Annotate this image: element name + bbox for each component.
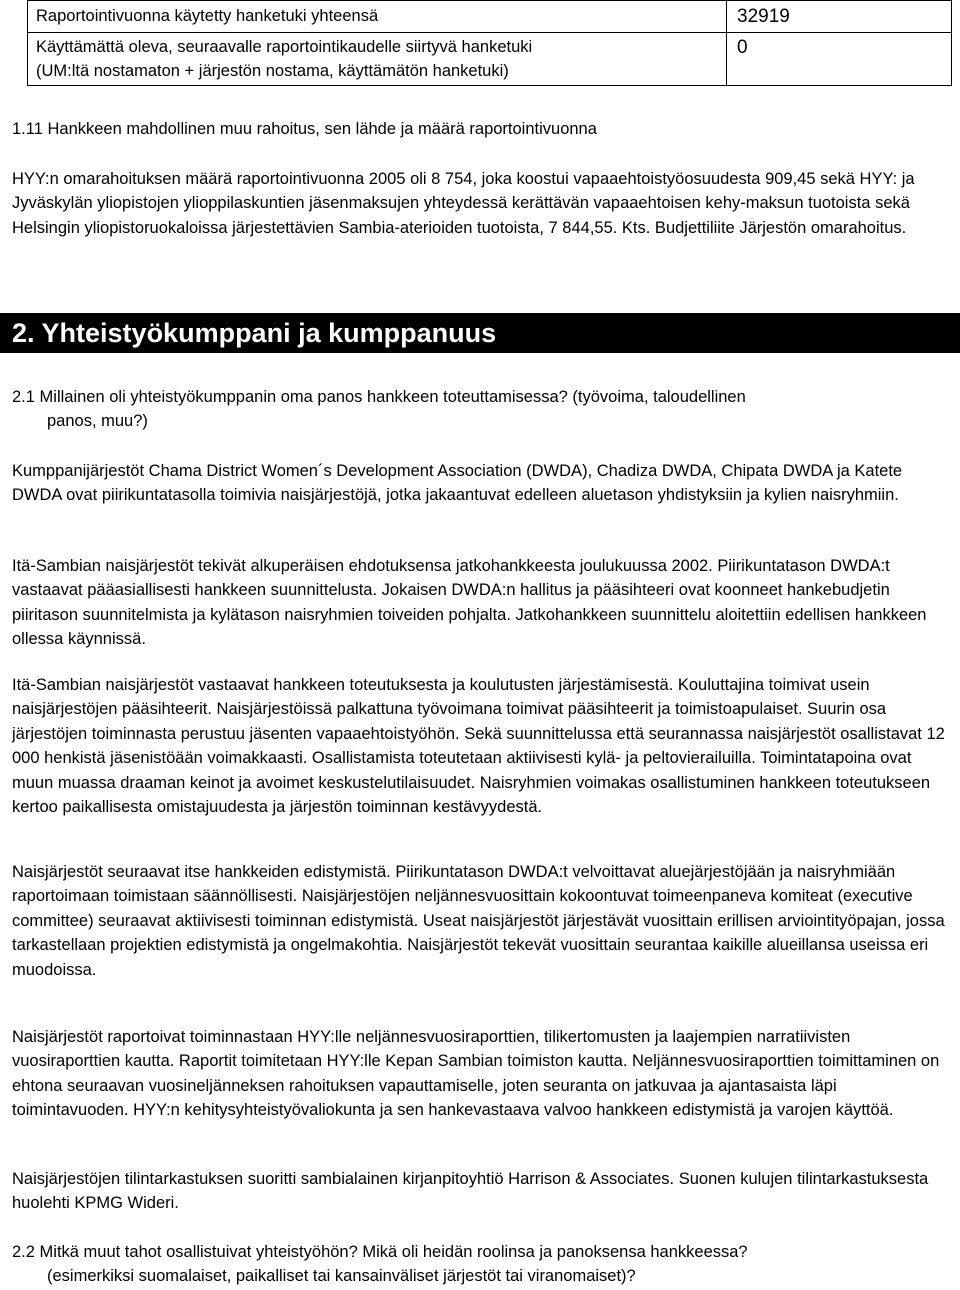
question-2-1-text: Millainen oli yhteistyökumppanin oma panos hankkeen toteuttamisessa? (työvoima, taloudellinen [39, 388, 746, 406]
paragraph-monitoring: Naisjärjestöt seuraavat itse hankkeiden edistymistä. Piirikuntatason DWDA:t velvoittavat aluejärjestöjään ja naisryhmiään raportoimaan toimistaan säännöllisesti. Naisjärjestöjen neljännesvuosittain kokoontuvat toimeenpaneva komiteat (executive committee) seuraavat aktiivisesti toiminnan edistymistä. Useat naisjärjestöt järjestävät vuosittain erillisen arviointityöpajan, jossa tarkastellaan projektien edistymistä ja ongelmakohtia. Naisjärjestöt tekevät vuosittain seurantaa kaikille alueillansa useissa eri muodoissa. [12, 863, 945, 979]
unused-funding-label-line1: Käyttämättä oleva, seuraavalle raportointikaudelle siirtyvä hanketuki [36, 38, 533, 56]
used-funding-label: Raportointivuonna käytetty hanketuki yhteensä [28, 1, 727, 33]
question-2-2 [12, 1240, 947, 1289]
question-2-1-line2: panos, muu?) [47, 412, 148, 431]
question-2-2-line1 [12, 1240, 947, 1264]
paragraph-audit: Naisjärjestöjen tilintarkastuksen suoritti sambialainen kirjanpitoyhtiö Harrison & Associates. Suonen kulujen tilintarkastuksesta huolehti KPMG Wideri. [12, 1170, 929, 1213]
question-2-1-number: 2.1 [12, 388, 35, 406]
question-1-11-answer: HYY:n omarahoituksen määrä raportointivuonna 2005 oli 8 754, joka koostui vapaaehtoistyöosuudesta 909,45 sekä HYY: ja Jyväskylän yliopistojen ylioppilaskuntien jäsenmaksujen yhteydessä kerättävän vapaaehtoisen kehy-maksun tuotoista sekä Helsingin yliopistoruokaloissa järjestettävien Sambia-aterioiden tuotoista, 7 844,55. Kts. Budjettiliite Järjestön omarahoitus. [12, 170, 915, 237]
question-2-1-line1 [12, 385, 947, 409]
question-2-2-number: 2.2 [12, 1243, 35, 1261]
paragraph-partners: Kumppanijärjestöt Chama District Women´s Development Association (DWDA), Chadiza DWDA, Chipata DWDA ja Katete DWDA ovat piirikuntatasolla toimivia naisjärjestöjä, jotka jakaantuvat edelleen aluetason yhdistyksiin ja kylien naisryhmiin. [12, 462, 903, 505]
paragraph-planning: Itä-Sambian naisjärjestöt tekivät alkuperäisen ehdotuksensa jatkohankkeesta joulukuussa 2002. Piirikuntatason DWDA:t vastaavat pääasiallisesti hankkeen suunnittelusta. Jokaisen DWDA:n hallitus ja pääsihteeri ovat koonneet hankebudjetin piiritason suunnitelmista ja kylätason naisryhmien toiveiden pohjalta. Jatkohankkeen suunnittelu aloitettiin edellisen hankkeen ollessa käynnissä. [12, 557, 927, 649]
section-2-header [0, 313, 960, 353]
paragraph-implementation: Itä-Sambian naisjärjestöt vastaavat hankkeen toteutuksesta ja koulutusten järjestämisestä. Kouluttajina toimivat usein naisjärjestöjen pääsihteerit. Naisjärjestöissä palkattuna työvoimana toimivat pääsihteerit ja toimistoapulaiset. Suurin osa järjestöjen toiminnasta perustuu jäsenten vapaaehtoistyöhön. Sekä suunnittelussa että seurannassa naisjärjestöt osallistavat 12 000 henkistä jäsenistöään voimakkaasti. Osallistamista toteutetaan aktiivisesti kylä- ja peltovierailuilla. Toimintatapoina ovat muun muassa draaman keinot ja avoimet keskustelutilaisuudet. Naisryhmien voimakas osallistuminen hankkeen toteutukseen kertoo paikallisesta omistajuudesta ja järjestön toiminnan kestävyydestä. [12, 676, 945, 817]
question-2-2-text: Mitkä muut tahot osallistuivat yhteistyöhön? Mikä oli heidän roolinsa ja panoksensa hankkeessa? [39, 1243, 748, 1261]
question-1-11-heading: 1.11 Hankkeen mahdollinen muu rahoitus, sen lähde ja määrä raportointivuonna [12, 120, 597, 138]
unused-funding-value: 0 [727, 33, 952, 86]
section-2-title: 2. Yhteistyökumppani ja kumppanuus [12, 318, 497, 348]
table-row [28, 1, 952, 33]
used-funding-value: 32919 [727, 1, 952, 33]
unused-funding-label-line2: (UM:ltä nostamaton + järjestön nostama, käyttämätön hanketuki) [36, 62, 509, 80]
paragraph-reporting: Naisjärjestöt raportoivat toiminnastaan HYY:lle neljännesvuosiraporttien, tilikertomusten ja laajempien narratiivisten vuosiraporttien kautta. Raportit toimitetaan HYY:lle Kepan Sambian toimiston kautta. Neljännesvuosiraporttien toimittaminen on ehtona seuraavan vuosineljänneksen rahoituksen vapauttamiselle, joten seuranta on jatkuvaa ja ajantasaista läpi toimintavuoden. HYY:n kehitysyhteistyövaliokunta ja sen hankevastaava valvoo hankkeen edistymistä ja varojen käyttöä. [12, 1028, 940, 1120]
question-2-2-line2: (esimerkiksi suomalaiset, paikalliset tai kansainväliset järjestöt tai viranomaiset)? [47, 1267, 636, 1286]
unused-funding-label [28, 33, 727, 86]
report-funding-table [27, 0, 952, 86]
question-2-1 [12, 385, 947, 434]
table-row [28, 33, 952, 86]
